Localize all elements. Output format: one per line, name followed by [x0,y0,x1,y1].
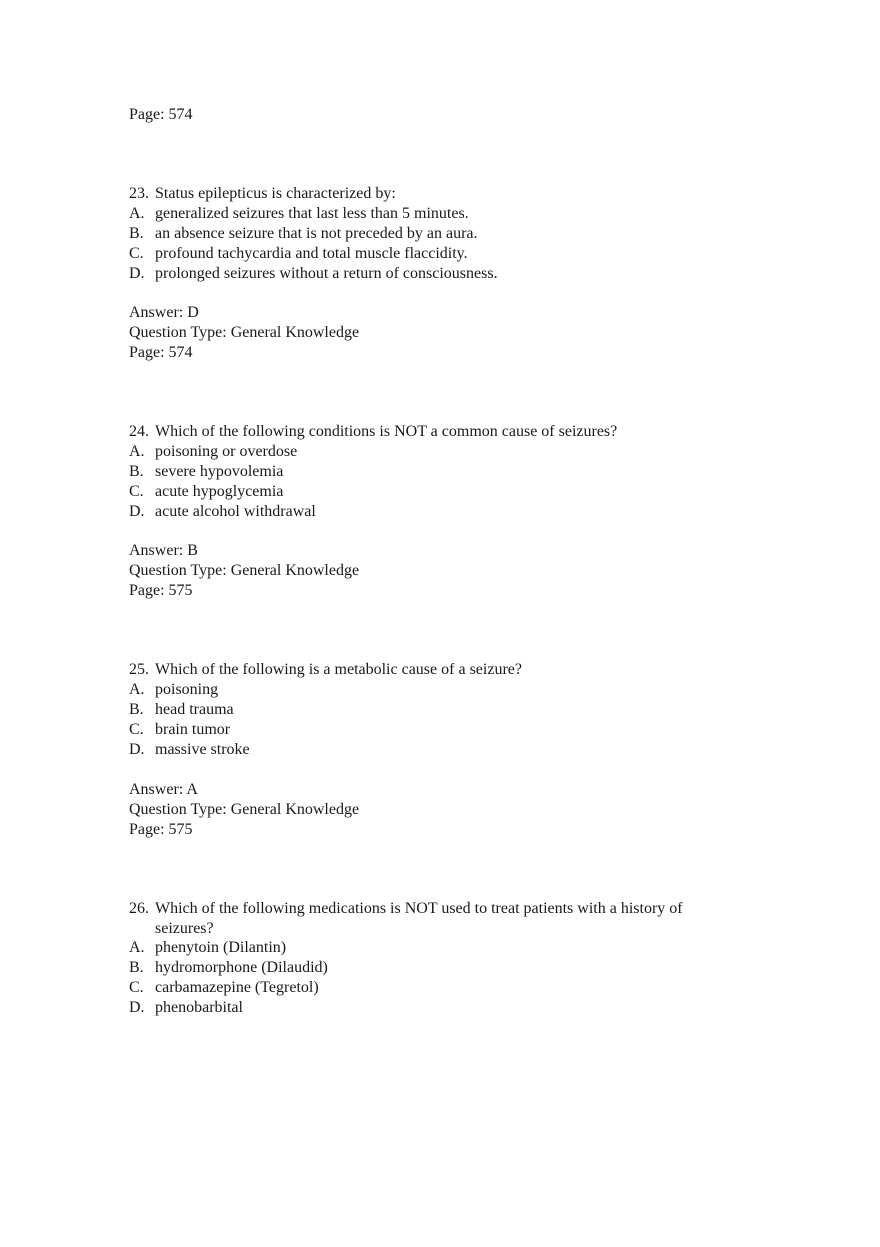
option-d: D. prolonged seizures without a return of consciousness. [129,265,498,282]
question-stem [129,660,522,680]
option-c: C. acute hypoglycemia [129,483,284,500]
option-c: C. profound tachycardia and total muscle flaccidity. [129,245,468,262]
question-text-continued: seizures? [155,920,214,937]
question-text: Which of the following conditions is NOT a common cause of seizures? [155,423,618,440]
option-a: A. phenytoin (Dilantin) [129,939,287,956]
question-number: 26. [129,900,149,917]
question-number: 24. [129,423,149,440]
question-stem [129,184,396,204]
page-line: Page: 575 [129,821,193,838]
option-b: B. severe hypovolemia [129,463,284,480]
page-reference: Page: 574 [129,106,193,123]
option-b: B. hydromorphone (Dilaudid) [129,959,328,976]
option-b: B. head trauma [129,701,234,718]
answer-line: Answer: B [129,542,198,559]
question-text: Which of the following is a metabolic cause of a seizure? [155,661,522,678]
option-d: D. phenobarbital [129,999,243,1016]
question-number: 23. [129,185,149,202]
question-type-line: Question Type: General Knowledge [129,562,360,579]
option-d: D. acute alcohol withdrawal [129,503,316,520]
question-number: 25. [129,661,149,678]
option-c: C. brain tumor [129,721,231,738]
option-d: D. massive stroke [129,741,250,758]
question-stem [129,422,617,442]
page-line: Page: 574 [129,344,193,361]
question-stem [129,899,683,919]
question-text: Which of the following medications is NOT used to treat patients with a history of [155,900,683,917]
option-c: C. carbamazepine (Tegretol) [129,979,319,996]
option-b: B. an absence seizure that is not preceded by an aura. [129,225,478,242]
option-a: A. generalized seizures that last less than 5 minutes. [129,205,469,222]
option-a: A. poisoning [129,681,219,698]
question-text: Status epilepticus is characterized by: [155,185,396,202]
question-type-line: Question Type: General Knowledge [129,801,360,818]
option-a: A. poisoning or overdose [129,443,298,460]
page-line: Page: 575 [129,582,193,599]
question-type-line: Question Type: General Knowledge [129,324,360,341]
answer-line: Answer: D [129,304,199,321]
answer-line: Answer: A [129,781,198,798]
